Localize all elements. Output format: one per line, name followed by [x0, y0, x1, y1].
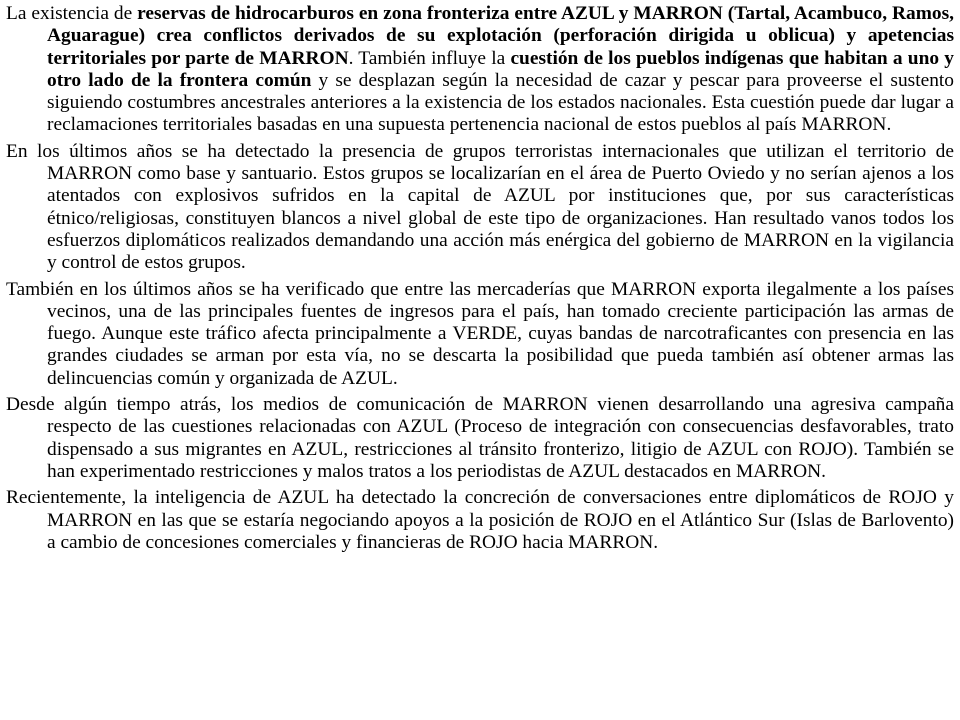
paragraph-arms-trafficking — [6, 279, 954, 390]
text-run: . También influye la — [348, 47, 511, 69]
text-run: Recientemente, la inteligencia de AZUL ha detectado la concreción de conversaciones entre diplomáticos de ROJO y MARRON en las que se estaría negociando apoyos a la posición de ROJO en el Atlántico Sur (Islas de Barlovento) a cambio de concesiones comerciales y financieras de ROJO hacia MARRON. — [6, 487, 954, 553]
paragraph-media-campaign — [6, 394, 954, 483]
text-run: y se desplazan según la necesidad de cazar y pescar para proveerse el sustento siguiendo costumbres ancestrales anteriores a la existencia de los estados nacionales. Esta cuestión puede dar lugar a reclamaciones territoriales basadas en una supuesta pertenencia nacional de estos pueblos al país MARRON. — [47, 69, 954, 136]
text-run: La existencia de — [6, 3, 138, 24]
document-body — [6, 3, 954, 558]
text-run: En los últimos años se ha detectado la presencia de grupos terroristas internacionales que utilizan el territorio de MARRON como base y santuario. Estos grupos se localizarían en el área de Puerto Oviedo y no serían ajenos a los atentados con explosivos sufridos en la capital de AZUL por instituciones que, por sus características étnico/religiosas, constituyen blancos a nivel global de este tipo de organizaciones. Han resultado vanos todos los esfuerzos diplomáticos realizados demandando una acción más enérgica del gobierno de MARRON en la vigilancia y control de estos grupos. — [6, 140, 954, 274]
bold-text-run: reservas de hidrocarburos en zona fronteriza entre AZUL y MARRON (Tartal, Acambuco, Ramos, Aguarague) crea conflictos derivados de su explotación (perforación dirigida u oblicua) y apetencias territoriales por parte de MARRON — [47, 3, 954, 69]
paragraph-hydrocarbons — [6, 3, 954, 137]
text-run: Desde algún tiempo atrás, los medios de comunicación de MARRON vienen desarrollando una agresiva campaña respecto de las cuestiones relacionadas con AZUL (Proceso de integración con consecuencias desfavorables, trato dispensado a sus migrantes en AZUL, restricciones al tránsito fronterizo, litigio de AZUL con ROJO). También se han experimentado restricciones y malos tratos a los periodistas de AZUL destacados en MARRON. — [6, 394, 954, 482]
bold-text-run: cuestión de los pueblos indígenas que habitan a uno y otro lado de la frontera común — [47, 47, 954, 91]
text-run: También en los últimos años se ha verificado que entre las mercaderías que MARRON exporta ilegalmente a los países vecinos, una de las principales fuentes de ingresos para el país, han tomado creciente participación las armas de fuego. Aunque este tráfico afecta principalmente a VERDE, cuyas bandas de narcotraficantes con presencia en las grandes ciudades se arman por esta vía, no se descarta la posibilidad que pueda también así obtener armas las delincuencias común y organizada de AZUL. — [6, 278, 954, 389]
paragraph-terrorist-groups — [6, 141, 954, 275]
paragraph-diplomatic-intelligence — [6, 487, 954, 554]
